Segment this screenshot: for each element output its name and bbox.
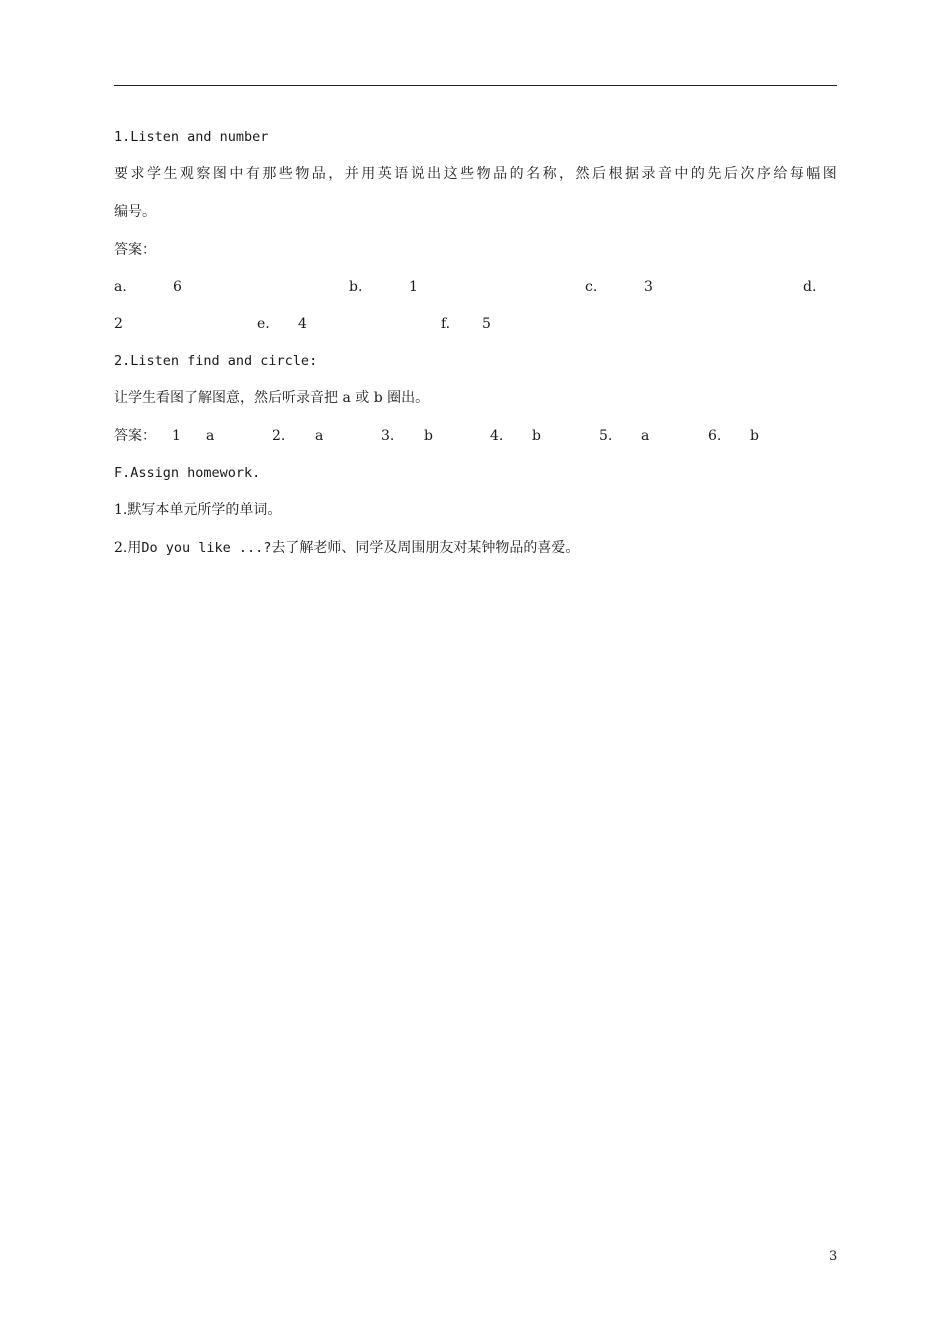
header-rule	[114, 85, 837, 86]
circle-answer-4-choice: b	[532, 428, 541, 444]
answer-b-letter: b.	[349, 279, 363, 295]
answer-f-number: 5	[482, 316, 491, 332]
homework-item-2-prefix: 2.用	[114, 540, 142, 556]
circle-answer-2-choice: a	[315, 428, 324, 444]
section1-heading: 1.Listen and number	[114, 129, 269, 145]
homework-item-2-code: Do you like ...?	[141, 540, 272, 556]
circle-answer-1-number: 1	[172, 428, 181, 444]
section1-answer-label: 答案：	[114, 242, 156, 258]
section2-heading: 2.Listen find and circle:	[114, 353, 318, 369]
homework-item-1: 1.默写本单元所学的单词。	[114, 502, 282, 518]
homework-item-2-suffix: 去了解老师、同学及周围朋友对某钟物品的喜爱。	[271, 540, 580, 556]
section2-instruction: 让学生看图了解图意，然后听录音把 a 或 b 圈出。	[114, 390, 430, 406]
circle-answer-2-number: 2.	[272, 428, 286, 444]
circle-answer-5-choice: a	[641, 428, 650, 444]
answer-e-number: 4	[298, 316, 307, 332]
answer-e-letter: e.	[257, 316, 270, 332]
circle-answer-6-number: 6.	[708, 428, 722, 444]
homework-item-2	[114, 538, 579, 558]
page-number: 3	[829, 1249, 838, 1264]
circle-answer-4-number: 4.	[490, 428, 504, 444]
circle-answer-3-number: 3.	[381, 428, 395, 444]
homework-heading: F.Assign homework.	[114, 465, 261, 481]
answer-f-letter: f.	[441, 316, 451, 332]
answer-a-number: 6	[173, 279, 182, 295]
answer-c-letter: c.	[585, 279, 598, 295]
answer-a-letter: a.	[114, 279, 127, 295]
circle-answer-1-choice: a	[206, 428, 215, 444]
circle-answer-3-choice: b	[424, 428, 433, 444]
circle-answer-6-choice: b	[750, 428, 759, 444]
answer-d-number: 2	[114, 316, 123, 332]
section1-instruction-line2: 编号。	[114, 204, 156, 220]
section1-instruction-line1: 要求学生观察图中有那些物品，并用英语说出这些物品的名称，然后根据录音中的先后次序给每幅图	[114, 166, 837, 182]
section2-answer-label: 答案：	[114, 428, 156, 444]
answer-d-letter: d.	[803, 279, 817, 295]
answer-b-number: 1	[409, 279, 418, 295]
answer-c-number: 3	[644, 279, 653, 295]
circle-answer-5-number: 5.	[599, 428, 613, 444]
